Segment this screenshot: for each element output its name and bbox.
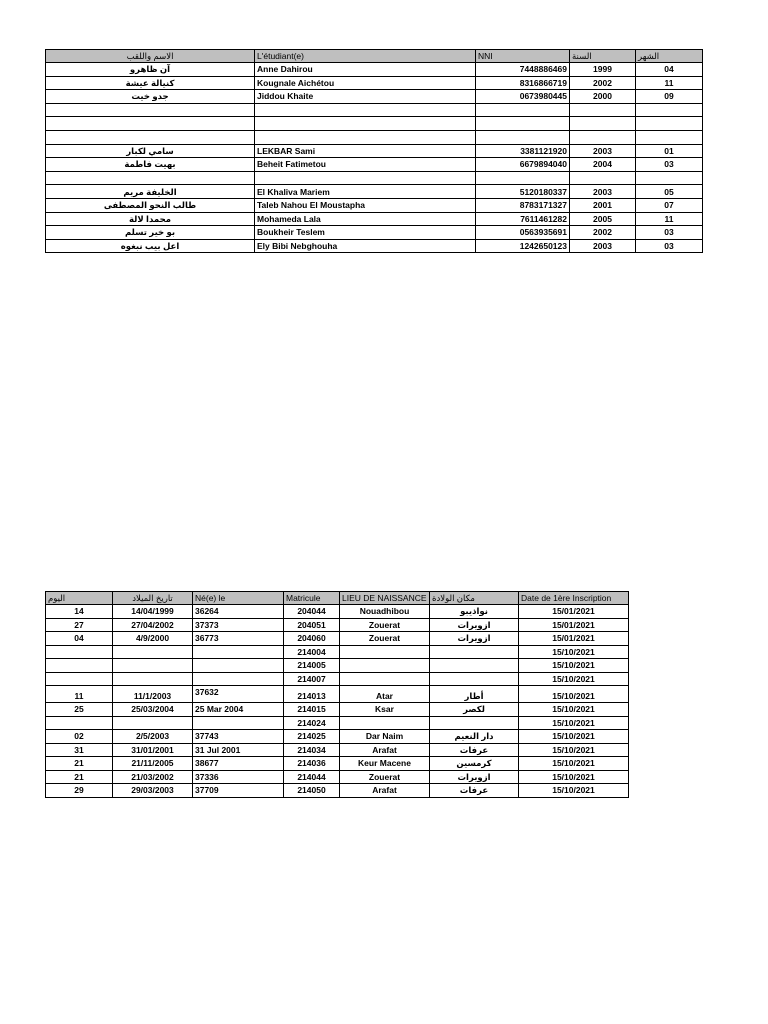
- born-on-cell: 37632: [193, 686, 284, 703]
- birth-place-arabic-cell: عرفات: [430, 784, 519, 798]
- table-row: [46, 158, 703, 172]
- month-cell: 03: [636, 226, 703, 240]
- year-cell: 1999: [570, 63, 636, 77]
- first-inscription-cell: 15/10/2021: [519, 703, 629, 717]
- student-name-cell: [255, 171, 476, 185]
- birth-place-cell: Ksar: [340, 703, 430, 717]
- table-row: [46, 63, 703, 77]
- birth-date-arabic-cell: [113, 659, 193, 673]
- header-first-inscription-date: Date de 1ère Inscription: [519, 592, 629, 605]
- birth-place-cell: Zouerat: [340, 770, 430, 784]
- nni-cell: [476, 117, 570, 131]
- month-cell: 07: [636, 198, 703, 212]
- arabic-name-cell: [46, 130, 255, 144]
- table-row: [46, 672, 629, 686]
- table-row: [46, 645, 629, 659]
- born-on-cell: [193, 672, 284, 686]
- arabic-name-cell: جدو خيت: [46, 90, 255, 104]
- student-name-cell: [255, 103, 476, 117]
- month-cell: 11: [636, 212, 703, 226]
- arabic-name-cell: اعل بيب نبغوه: [46, 239, 255, 253]
- born-on-cell: [193, 659, 284, 673]
- header-birth-place: LIEU DE NAISSANCE: [340, 592, 430, 605]
- year-cell: [570, 130, 636, 144]
- birth-place-arabic-cell: أطار: [430, 686, 519, 703]
- nni-cell: 0673980445: [476, 90, 570, 104]
- month-cell: 04: [636, 63, 703, 77]
- birth-place-cell: Arafat: [340, 784, 430, 798]
- birth-date-arabic-cell: 4/9/2000: [113, 632, 193, 646]
- table-row: [46, 632, 629, 646]
- table-header-row: [46, 50, 703, 63]
- birth-date-arabic-cell: 27/04/2002: [113, 618, 193, 632]
- student-name-cell: Beheit Fatimetou: [255, 158, 476, 172]
- matricule-cell: 214036: [284, 757, 340, 771]
- table-row: [46, 757, 629, 771]
- year-cell: [570, 117, 636, 131]
- table-row: [46, 743, 629, 757]
- day-cell: 29: [46, 784, 113, 798]
- year-cell: [570, 103, 636, 117]
- day-cell: 04: [46, 632, 113, 646]
- table-row: [46, 784, 629, 798]
- student-name-cell: Mohameda Lala: [255, 212, 476, 226]
- birth-place-arabic-cell: ازويرات: [430, 770, 519, 784]
- table-row: [46, 716, 629, 730]
- table-header-row: [46, 592, 629, 605]
- table-row: [46, 730, 629, 744]
- matricule-cell: 214013: [284, 686, 340, 703]
- birth-date-arabic-cell: [113, 672, 193, 686]
- birth-date-arabic-cell: 31/01/2001: [113, 743, 193, 757]
- table-row: [46, 239, 703, 253]
- arabic-name-cell: [46, 103, 255, 117]
- born-on-cell: 38677: [193, 757, 284, 771]
- student-name-cell: [255, 117, 476, 131]
- nni-cell: 0563935691: [476, 226, 570, 240]
- year-cell: 2003: [570, 239, 636, 253]
- birth-date-arabic-cell: 21/03/2002: [113, 770, 193, 784]
- birth-place-arabic-cell: [430, 645, 519, 659]
- birth-place-arabic-cell: نواذيبو: [430, 605, 519, 619]
- month-cell: 05: [636, 185, 703, 199]
- nni-cell: [476, 103, 570, 117]
- nni-cell: 7611461282: [476, 212, 570, 226]
- year-cell: 2004: [570, 158, 636, 172]
- month-cell: 03: [636, 239, 703, 253]
- born-on-cell: 37709: [193, 784, 284, 798]
- table-row: [46, 185, 703, 199]
- matricule-cell: 204044: [284, 605, 340, 619]
- student-name-cell: Anne Dahirou: [255, 63, 476, 77]
- first-inscription-cell: 15/10/2021: [519, 716, 629, 730]
- arabic-name-cell: بهيت فاطمة: [46, 158, 255, 172]
- nni-cell: 3381121920: [476, 144, 570, 158]
- student-name-cell: Jiddou Khaite: [255, 90, 476, 104]
- table-row: [46, 198, 703, 212]
- born-on-cell: 37743: [193, 730, 284, 744]
- table-row: [46, 659, 629, 673]
- year-cell: 2005: [570, 212, 636, 226]
- birth-place-arabic-cell: لكصر: [430, 703, 519, 717]
- nni-cell: 5120180337: [476, 185, 570, 199]
- month-cell: 09: [636, 90, 703, 104]
- table-row: [46, 703, 629, 717]
- header-nni: NNI: [476, 50, 570, 63]
- month-cell: [636, 117, 703, 131]
- first-inscription-cell: 15/10/2021: [519, 770, 629, 784]
- first-inscription-cell: 15/10/2021: [519, 757, 629, 771]
- born-on-cell: 25 Mar 2004: [193, 703, 284, 717]
- first-inscription-cell: 15/10/2021: [519, 730, 629, 744]
- student-name-cell: Boukheir Teslem: [255, 226, 476, 240]
- table-row: [46, 171, 703, 185]
- year-cell: 2003: [570, 185, 636, 199]
- born-on-cell: [193, 645, 284, 659]
- matricule-cell: 214015: [284, 703, 340, 717]
- day-cell: [46, 645, 113, 659]
- month-cell: [636, 171, 703, 185]
- matricule-cell: 214044: [284, 770, 340, 784]
- first-inscription-cell: 15/01/2021: [519, 618, 629, 632]
- year-cell: 2002: [570, 76, 636, 90]
- matricule-cell: 214050: [284, 784, 340, 798]
- month-cell: 11: [636, 76, 703, 90]
- birth-date-arabic-cell: 21/11/2005: [113, 757, 193, 771]
- table-row: [46, 770, 629, 784]
- arabic-name-cell: طالب النحو المصطفى: [46, 198, 255, 212]
- birth-place-cell: [340, 659, 430, 673]
- matricule-cell: 204060: [284, 632, 340, 646]
- arabic-name-cell: الخليفة مريم: [46, 185, 255, 199]
- nni-cell: 6679894040: [476, 158, 570, 172]
- birth-place-cell: Atar: [340, 686, 430, 703]
- nni-cell: 8316866719: [476, 76, 570, 90]
- arabic-name-cell: محمدا لالة: [46, 212, 255, 226]
- header-arabic-name: الاسم واللقب: [46, 50, 255, 63]
- first-inscription-cell: 15/10/2021: [519, 784, 629, 798]
- student-name-cell: LEKBAR Sami: [255, 144, 476, 158]
- table-row: [46, 686, 629, 703]
- year-cell: 2002: [570, 226, 636, 240]
- birth-place-arabic-cell: [430, 659, 519, 673]
- day-cell: 11: [46, 686, 113, 703]
- birth-place-cell: Arafat: [340, 743, 430, 757]
- student-name-cell: El Khaliva Mariem: [255, 185, 476, 199]
- day-cell: 21: [46, 770, 113, 784]
- arabic-name-cell: سامي لكبار: [46, 144, 255, 158]
- matricule-cell: 204051: [284, 618, 340, 632]
- first-inscription-cell: 15/01/2021: [519, 605, 629, 619]
- birth-date-arabic-cell: [113, 716, 193, 730]
- first-inscription-cell: 15/10/2021: [519, 686, 629, 703]
- year-cell: [570, 171, 636, 185]
- birth-place-arabic-cell: [430, 716, 519, 730]
- born-on-cell: 36264: [193, 605, 284, 619]
- month-cell: [636, 130, 703, 144]
- birth-date-arabic-cell: [113, 645, 193, 659]
- day-cell: [46, 716, 113, 730]
- day-cell: 02: [46, 730, 113, 744]
- student-name-cell: Kougnale Aichétou: [255, 76, 476, 90]
- first-inscription-cell: 15/10/2021: [519, 645, 629, 659]
- day-cell: 27: [46, 618, 113, 632]
- born-on-cell: [193, 716, 284, 730]
- year-cell: 2003: [570, 144, 636, 158]
- header-day: اليوم: [46, 592, 113, 605]
- birth-place-arabic-cell: [430, 672, 519, 686]
- header-birth-date-arabic: تاريخ الميلاد: [113, 592, 193, 605]
- arabic-name-cell: كنيالة عيشة: [46, 76, 255, 90]
- table-row: [46, 103, 703, 117]
- nni-cell: [476, 171, 570, 185]
- first-inscription-cell: 15/10/2021: [519, 672, 629, 686]
- header-month: الشهر: [636, 50, 703, 63]
- born-on-cell: 36773: [193, 632, 284, 646]
- student-name-cell: Taleb Nahou El Moustapha: [255, 198, 476, 212]
- birth-place-cell: [340, 716, 430, 730]
- student-name-cell: Ely Bibi Nebghouha: [255, 239, 476, 253]
- month-cell: 01: [636, 144, 703, 158]
- day-cell: 14: [46, 605, 113, 619]
- table-row: [46, 226, 703, 240]
- arabic-name-cell: [46, 171, 255, 185]
- table-row: [46, 76, 703, 90]
- arabic-name-cell: بو خير تسلم: [46, 226, 255, 240]
- born-on-cell: 37336: [193, 770, 284, 784]
- matricule-cell: 214005: [284, 659, 340, 673]
- birth-date-arabic-cell: 14/04/1999: [113, 605, 193, 619]
- first-inscription-cell: 15/10/2021: [519, 659, 629, 673]
- matricule-cell: 214004: [284, 645, 340, 659]
- birth-place-cell: [340, 645, 430, 659]
- birth-date-arabic-cell: 2/5/2003: [113, 730, 193, 744]
- table-row: [46, 90, 703, 104]
- header-birth-place-arabic: مكان الولادة: [430, 592, 519, 605]
- born-on-cell: 31 Jul 2001: [193, 743, 284, 757]
- birth-place-cell: [340, 672, 430, 686]
- birth-place-cell: Zouerat: [340, 632, 430, 646]
- day-cell: 31: [46, 743, 113, 757]
- birth-place-arabic-cell: ازويرات: [430, 618, 519, 632]
- nni-cell: 7448886469: [476, 63, 570, 77]
- header-year: السنة: [570, 50, 636, 63]
- matricule-cell: 214025: [284, 730, 340, 744]
- birth-place-cell: Keur Macene: [340, 757, 430, 771]
- arabic-name-cell: [46, 117, 255, 131]
- arabic-name-cell: آن ظاهرو: [46, 63, 255, 77]
- first-inscription-cell: 15/01/2021: [519, 632, 629, 646]
- birth-place-cell: Dar Naim: [340, 730, 430, 744]
- born-on-cell: 37373: [193, 618, 284, 632]
- table-row: [46, 117, 703, 131]
- year-cell: 2000: [570, 90, 636, 104]
- header-matricule: Matricule: [284, 592, 340, 605]
- day-cell: 25: [46, 703, 113, 717]
- matricule-cell: 214007: [284, 672, 340, 686]
- table-row: [46, 618, 629, 632]
- birth-place-arabic-cell: ازويرات: [430, 632, 519, 646]
- month-cell: [636, 103, 703, 117]
- month-cell: 03: [636, 158, 703, 172]
- student-name-cell: [255, 130, 476, 144]
- day-cell: [46, 659, 113, 673]
- header-student-name: L'étudiant(e): [255, 50, 476, 63]
- birth-date-arabic-cell: 11/1/2003: [113, 686, 193, 703]
- header-born-on: Né(e) le: [193, 592, 284, 605]
- table-row: [46, 605, 629, 619]
- birth-place-arabic-cell: دار النعيم: [430, 730, 519, 744]
- table-row: [46, 130, 703, 144]
- nni-cell: [476, 130, 570, 144]
- birth-date-arabic-cell: 29/03/2003: [113, 784, 193, 798]
- year-cell: 2001: [570, 198, 636, 212]
- birth-place-arabic-cell: عرفات: [430, 743, 519, 757]
- birth-date-arabic-cell: 25/03/2004: [113, 703, 193, 717]
- day-cell: 21: [46, 757, 113, 771]
- matricule-cell: 214024: [284, 716, 340, 730]
- birth-place-cell: Zouerat: [340, 618, 430, 632]
- birth-place-cell: Nouadhibou: [340, 605, 430, 619]
- table-row: [46, 144, 703, 158]
- students-table: [45, 49, 703, 253]
- nni-cell: 8783171327: [476, 198, 570, 212]
- birth-registration-table: [45, 591, 629, 798]
- nni-cell: 1242650123: [476, 239, 570, 253]
- birth-place-arabic-cell: كرمسين: [430, 757, 519, 771]
- matricule-cell: 214034: [284, 743, 340, 757]
- day-cell: [46, 672, 113, 686]
- first-inscription-cell: 15/10/2021: [519, 743, 629, 757]
- table-row: [46, 212, 703, 226]
